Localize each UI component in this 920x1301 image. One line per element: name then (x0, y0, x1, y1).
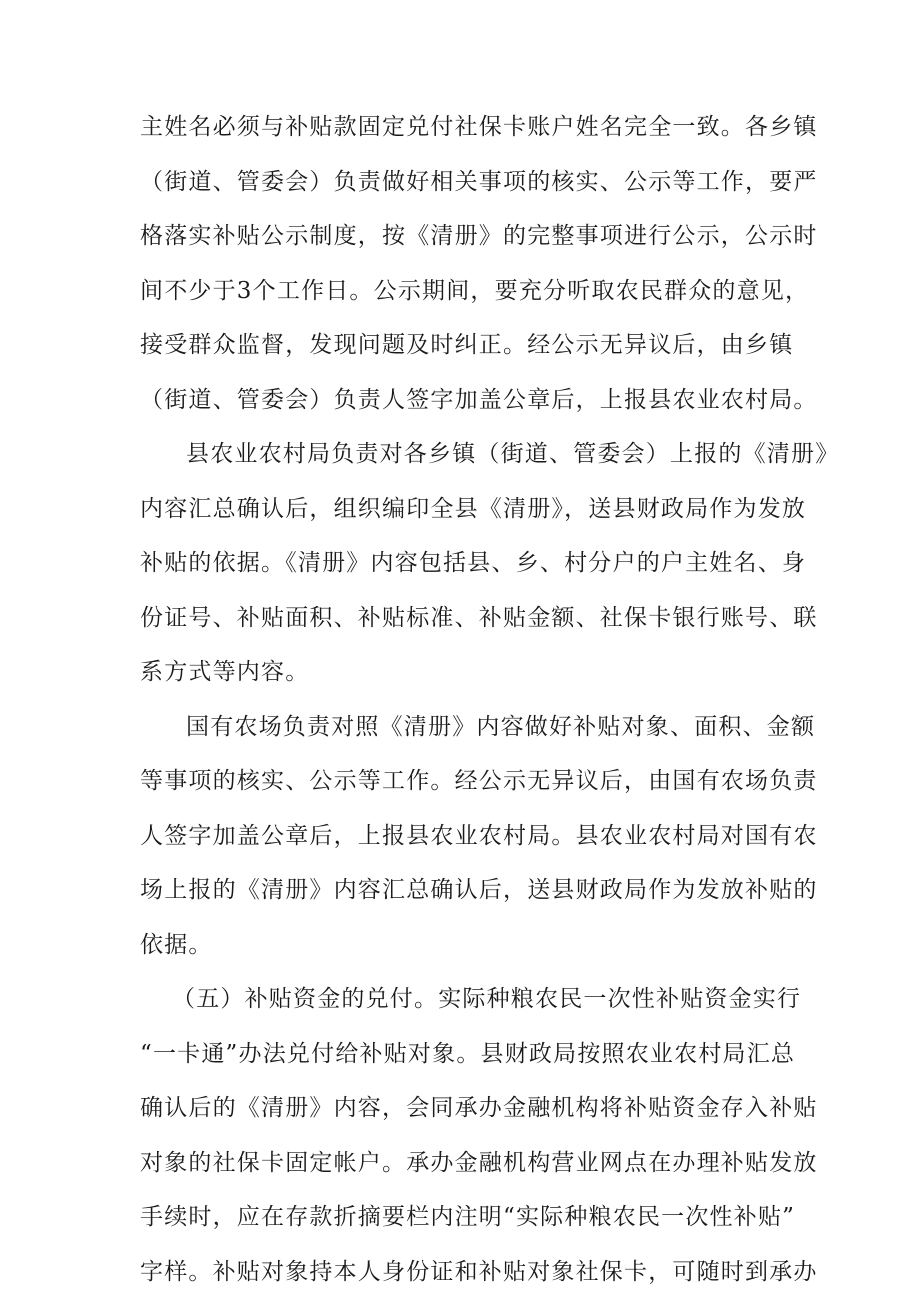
text-line: 接受群众监督，发现问题及时纠正。经公示无异议后，由乡镇 (140, 332, 794, 358)
text-line: 国有农场负责对照《清册》内容做好补贴对象、面积、金额 (186, 713, 816, 740)
text-line: （五）补贴资金的兑付。实际种粮农民一次性补贴资金实行 (172, 986, 802, 1012)
text-line: 对象的社保卡固定帐户。承办金融机构营业网点在办理补贴发放 (140, 1149, 818, 1176)
document-body (140, 100, 840, 1299)
text-line: 内容汇总确认后，组织编印全县《清册》，送县财政局作为发放 (140, 495, 807, 522)
text-line: 字样。补贴对象持本人身份证和补贴对象社保卡，可随时到承办 (140, 1258, 818, 1285)
text-line: “一卡通”办法兑付给补贴对象。县财政局按照农业农村局汇总 (140, 1040, 796, 1067)
text-line: 场上报的《清册》内容汇总确认后，送县财政局作为发放补贴的 (140, 877, 818, 903)
text-line: 补贴的依据。《清册》内容包括县、乡、村分户的户主姓名、身 (140, 550, 807, 576)
text-line: 人签字加盖公章后，上报县农业农村局。县农业农村局对国有农 (140, 822, 818, 849)
text-line: 等事项的核实、公示等工作。经公示无异议后，由国有农场负责 (140, 768, 818, 794)
text-line: 确认后的《清册》内容，会同承办金融机构将补贴资金存入补贴 (140, 1095, 818, 1121)
text-line: 份证号、补贴面积、补贴标准、补贴金额、社保卡银行账号、联 (140, 604, 818, 631)
text-line: 主姓名必须与补贴款固定兑付社保卡账户姓名完全一致。各乡镇 (140, 114, 818, 140)
text-line: （街道、管委会）负责人签字加盖公章后，上报县农业农村局。 (140, 386, 818, 413)
text-line: （街道、管委会）负责做好相关事项的核实、公示等工作，要严 (140, 168, 818, 195)
text-line: 手续时，应在存款折摘要栏内注明“实际种粮农民一次性补贴” (140, 1204, 796, 1230)
text-line: 格落实补贴公示制度，按《清册》的完整事项进行公示，公示时 (140, 223, 818, 249)
text-line: 依据。 (140, 931, 213, 958)
text-line: 间不少于3个工作日。公示期间，要充分听取农民群众的意见， (140, 277, 810, 304)
text-line: 系方式等内容。 (140, 659, 310, 685)
text-line: 县农业农村局负责对各乡镇（街道、管委会）上报的《清册》 (186, 441, 840, 467)
